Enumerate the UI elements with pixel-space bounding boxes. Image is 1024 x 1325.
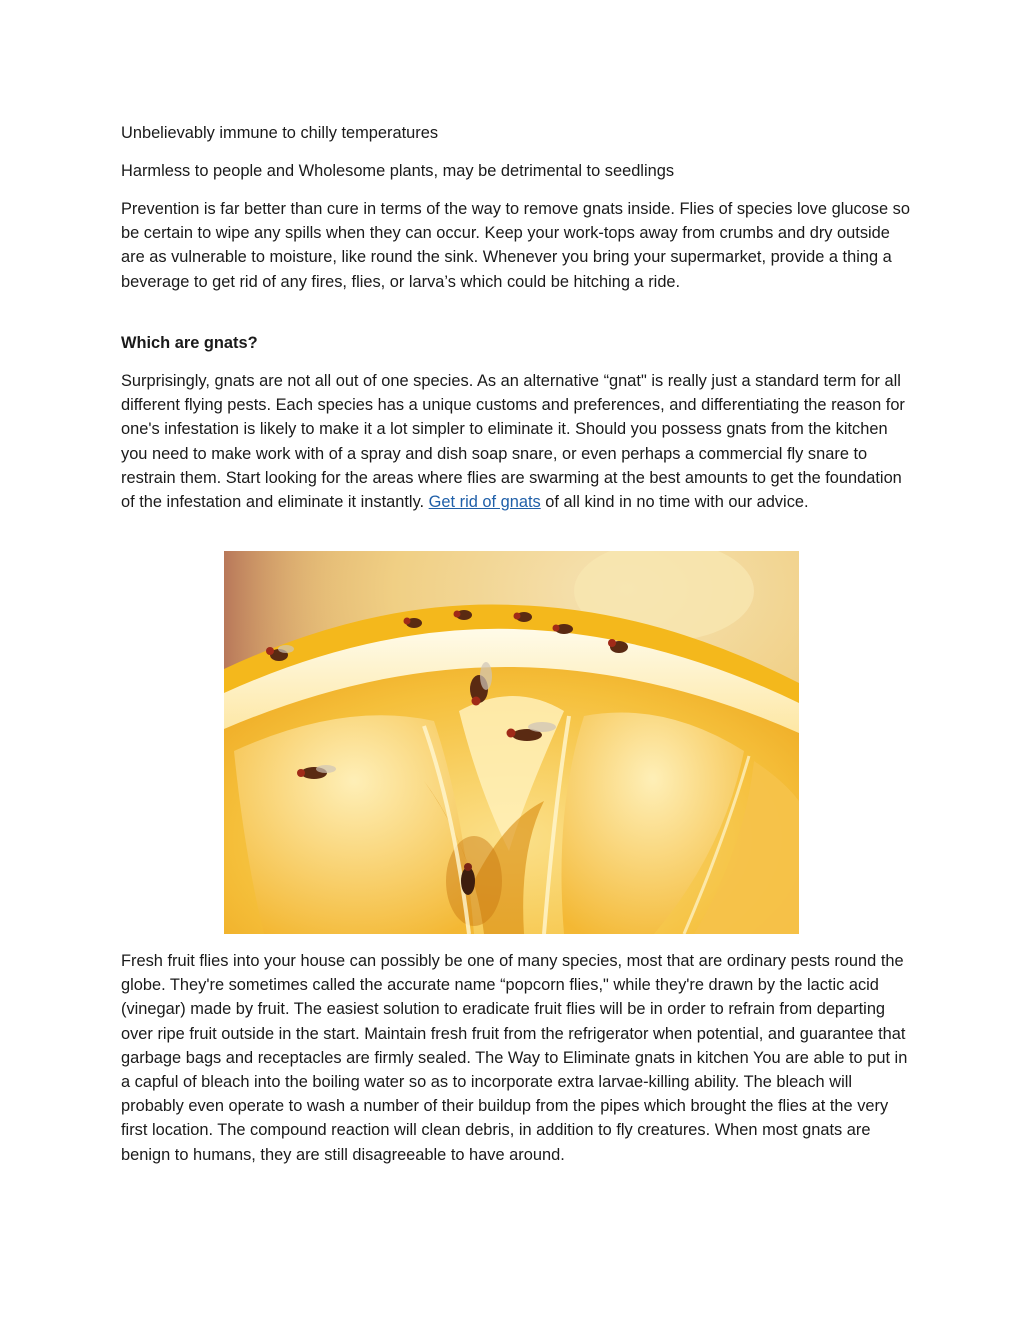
paragraph-gnats-species	[121, 369, 911, 514]
bullet-line-harmless: Harmless to people and Wholesome plants, may be detrimental to seedlings	[121, 162, 675, 180]
section-heading-which-are-gnats: Which are gnats?	[121, 334, 258, 352]
paragraph-prevention: Prevention is far better than cure in terms of the way to remove gnats inside. Flies of species love glucose so be certain to wipe any spills when they can occur. Keep your work-tops away from crumbs and dry outside are as vulnerable to moisture, like round the sink. Whenever you bring your supermarket, provide a thing a beverage to get rid of any fires, flies, or larva’s which could be hitching a ride.	[121, 200, 910, 291]
paragraph-gnats-text: Surprisingly, gnats are not all out of one species. As an alternative “gnat" is really just a standard term for all different flying pests. Each species has a unique customs and preferences, and differentiating the reason for one's infestation is likely to make it a lot simpler to eliminate it. Should you possess gnats from the kitchen you need to make work with of a spray and dish soap snare, or even perhaps a commercial fly snare to restrain them. Start looking for the areas where flies are swarming at the best amounts to get the foundation of the infestation and eliminate it instantly.	[121, 372, 905, 512]
paragraph-fruit-flies: Fresh fruit flies into your house can possibly be one of many species, most that are ordinary pests round the globe. They're sometimes called the accurate name “popcorn flies," while they're drawn by the lactic acid (vinegar) made by fruit. The easiest solution to eradicate fruit flies will be in order to refrain from departing over ripe fruit outside in the start. Maintain fresh fruit from the refrigerator when potential, and guarantee that garbage bags and receptacles are firmly sealed. The Way to Eliminate gnats in kitchen You are able to put in a capful of bleach into the boiling water so as to incorporate extra larvae-killing ability. The bleach will probably even operate to wash a number of their buildup from the pipes which brought the flies at the very first location. The compound reaction will clean debris, in addition to fly creatures. When most gnats are benign to humans, they are still disagreeable to have around.	[121, 952, 908, 1164]
lemon-photo-illustration	[224, 551, 799, 934]
fruit-flies-on-lemon-photo	[224, 551, 799, 934]
get-rid-of-gnats-link[interactable]: Get rid of gnats	[428, 493, 541, 512]
paragraph-gnats-tail: of all kind in no time with our advice.	[540, 493, 809, 512]
bullet-line-cold-immunity: Unbelievably immune to chilly temperatures	[121, 124, 439, 142]
